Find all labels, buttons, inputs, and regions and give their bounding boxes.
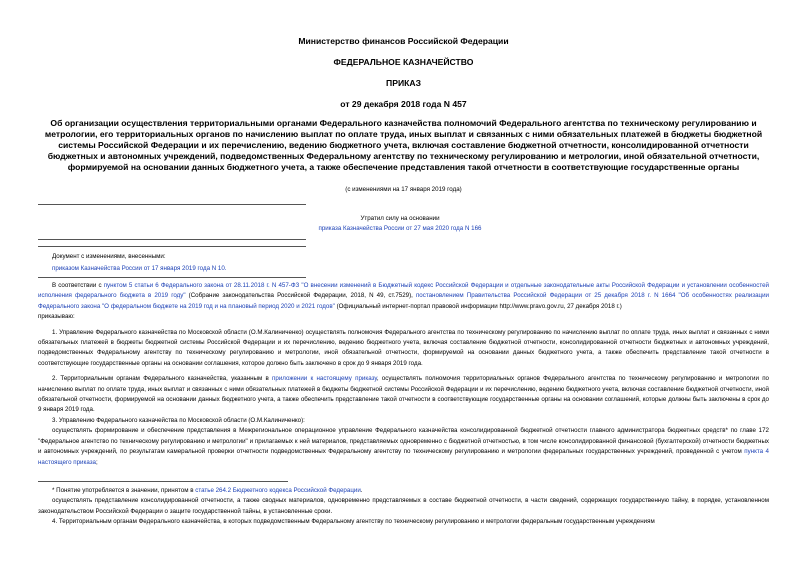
- clause-4-link[interactable]: пункта 4 настоящего приказа: [38, 448, 769, 466]
- paragraph-1: 1. Управление Федерального казначейства по Московской области (О.М.Калиниченко) осуществлять полномочия Федерального агентства по техническому регулированию по начислению выплат по оплате труда, иных выплат и связанных с ними обязательных платежей в бюджеты бюджетной системы Российской Федерации и их перечислению, ведению бюджетного учета, включая составление бюджетной отчетности, консолидированной отчетности бюджетных и автономных учреждений, подведомственных Федеральному агентству по техническому регулированию и метрологии, иной обязательной отчетности, формируемой на основании данных бюджетного учета, а также обеспечить представление такой отчетности в соответствующие государственные органы на основании соглашения, которое должно быть заключено в срок до 9 января 2019 года.: [38, 328, 769, 367]
- document-body: [38, 281, 769, 468]
- divider: [38, 239, 306, 240]
- voided-notice: [300, 214, 500, 234]
- preamble: [38, 281, 769, 312]
- amendments-link[interactable]: приказом Казначейства России от 17 января 2019 года N 10.: [52, 265, 227, 272]
- amendments-text: Документ с изменениями, внесенными:: [52, 253, 166, 260]
- paragraph-3-sub-2: осуществлять представление консолидированной отчетности, а также сводных материалов, одновременно представляемых в составе бюджетной отчетности, в части сведений, содержащих государственную тайну, в порядке, установленном законодательством Российской Федерации о защите государственной тайны, в установленные сроки.: [38, 497, 769, 515]
- divider: [38, 204, 306, 205]
- paragraph-3: 3. Управлению Федерального казначейства по Московской области (О.М.Калиниченко):: [52, 416, 305, 424]
- footnote: [38, 486, 769, 496]
- footnote-text: .: [360, 487, 363, 494]
- ministry-heading: Министерство финансов Российской Федерации: [298, 36, 509, 46]
- appendix-link[interactable]: приложении к настоящему приказу: [272, 375, 377, 383]
- changes-note: (с изменениями на 17 января 2019 года): [345, 186, 462, 193]
- paragraph-text: осуществлять формирование и обеспечение представления в Межрегиональное операционное управление Федерального казначейства консолидированной бюджетной отчетности главного администратора бюджетных средств* по главе 172 "Федеральное агентство по техническому регулированию и метрологии" и прилагаемых к ней материалов, представляемых одновременно с бюджетной отчетностью, в том числе консолидированной финансовой (бухгалтерской) отчетности бюджетных и автономных учреждений, по результатам камеральной проверки отчетности подведомственных Федеральному агентству по техническому регулированию и метрологии федеральных государственных учреждений, проведенной с учетом: [38, 427, 769, 456]
- budget-code-link[interactable]: статье 264.2 Бюджетного кодекса Российской Федерации: [195, 487, 361, 494]
- divider: [38, 246, 306, 247]
- footnote-text: * Понятие употребляется в значении, принятом в: [52, 487, 196, 494]
- order-word: приказываю:: [38, 313, 75, 321]
- document-title: Об организации осуществления территориальными органами Федерального казначейства полномочий Федерального агентства по техническому регулированию и метрологии, его территориальных органов по начислению выплат по оплате труда, иных выплат и связанных с ними обязательных платежей в бюджеты бюджетной системы Российской Федерации и их перечислению, ведению бюджетного учета, включая составление бюджетной отчетности, консолидированной отчетности бюджетных и автономных учреждений, подведомственных Федеральному агентству по техническому регулированию и метрологии, иной обязательной отчетности, формируемой на основании данных бюджетного учета, а также обеспечение представления такой отчетности в соответствующие государственные органы: [44, 118, 763, 172]
- amendments-box: [52, 251, 312, 275]
- paragraph-3-sub: [38, 426, 769, 468]
- preamble-text: (Официальный интернет-портал правовой информации http://www.pravo.gov.ru, 27 декабря 2018 г.): [334, 302, 622, 310]
- voided-text: Утратил силу на основании: [360, 215, 440, 222]
- paragraph-text: ;: [96, 458, 98, 466]
- paragraph-text: 2. Территориальным органам Федерального казначейства, указанным в: [52, 375, 273, 383]
- paragraph-text: , осуществлять полномочия территориальных органов Федерального агентства по техническому регулированию и метрологии по начислению выплат по оплате труда, иных выплат и связанных с ними обязательных платежей в бюджеты бюджетной системы Российской Федерации и их перечислению, ведению бюджетного учета, включая составление бюджетной отчетности, иной обязательной отчетности, формируемой на основании данных бюджетного учета, а также обеспечить представление такой отчетности в соответствующие государственные органы на основании соглашений, которые должны быть заключены в срок до 9 января 2019 года.: [38, 375, 769, 414]
- paragraph-2: [38, 374, 769, 416]
- divider: [38, 277, 306, 278]
- resolution-link[interactable]: постановлением Правительства Российской Федерации от 25 декабря 2018 г. N 1664 "Об особенностях реализации Федерального закона "О федеральном бюджете на 2019 год и на плановый период 2020 и 2021 годов": [38, 292, 769, 310]
- date-number-heading: от 29 декабря 2018 года N 457: [340, 99, 467, 109]
- paragraph-4: 4. Территориальным органам Федерального казначейства, в которых подведомственным Федеральному агентству по техническому регулированию и метрологии федеральным государственным учреждениям: [52, 518, 655, 526]
- footnote-divider: [38, 481, 288, 482]
- law-link[interactable]: пунктом 5 статьи 6 Федерального закона от 28.11.2018 г. N 457-ФЗ "О внесении изменений в Бюджетный кодекс Российской Федерации и отдельные законодательные акты Российской Федерации и установлении особенностей исполнения федерального бюджета в 2019 году": [38, 282, 770, 300]
- doc-type-heading: ПРИКАЗ: [386, 78, 421, 88]
- preamble-text: В соответствии с: [52, 282, 104, 289]
- agency-heading: ФЕДЕРАЛЬНОЕ КАЗНАЧЕЙСТВО: [333, 57, 474, 67]
- preamble-text: (Собрание законодательства Российской Федерации, 2018, N 49, ст.7529),: [185, 292, 416, 300]
- footnote-block: [38, 486, 769, 528]
- voided-link[interactable]: приказа Казначейства России от 27 мая 2020 года N 166: [318, 225, 482, 232]
